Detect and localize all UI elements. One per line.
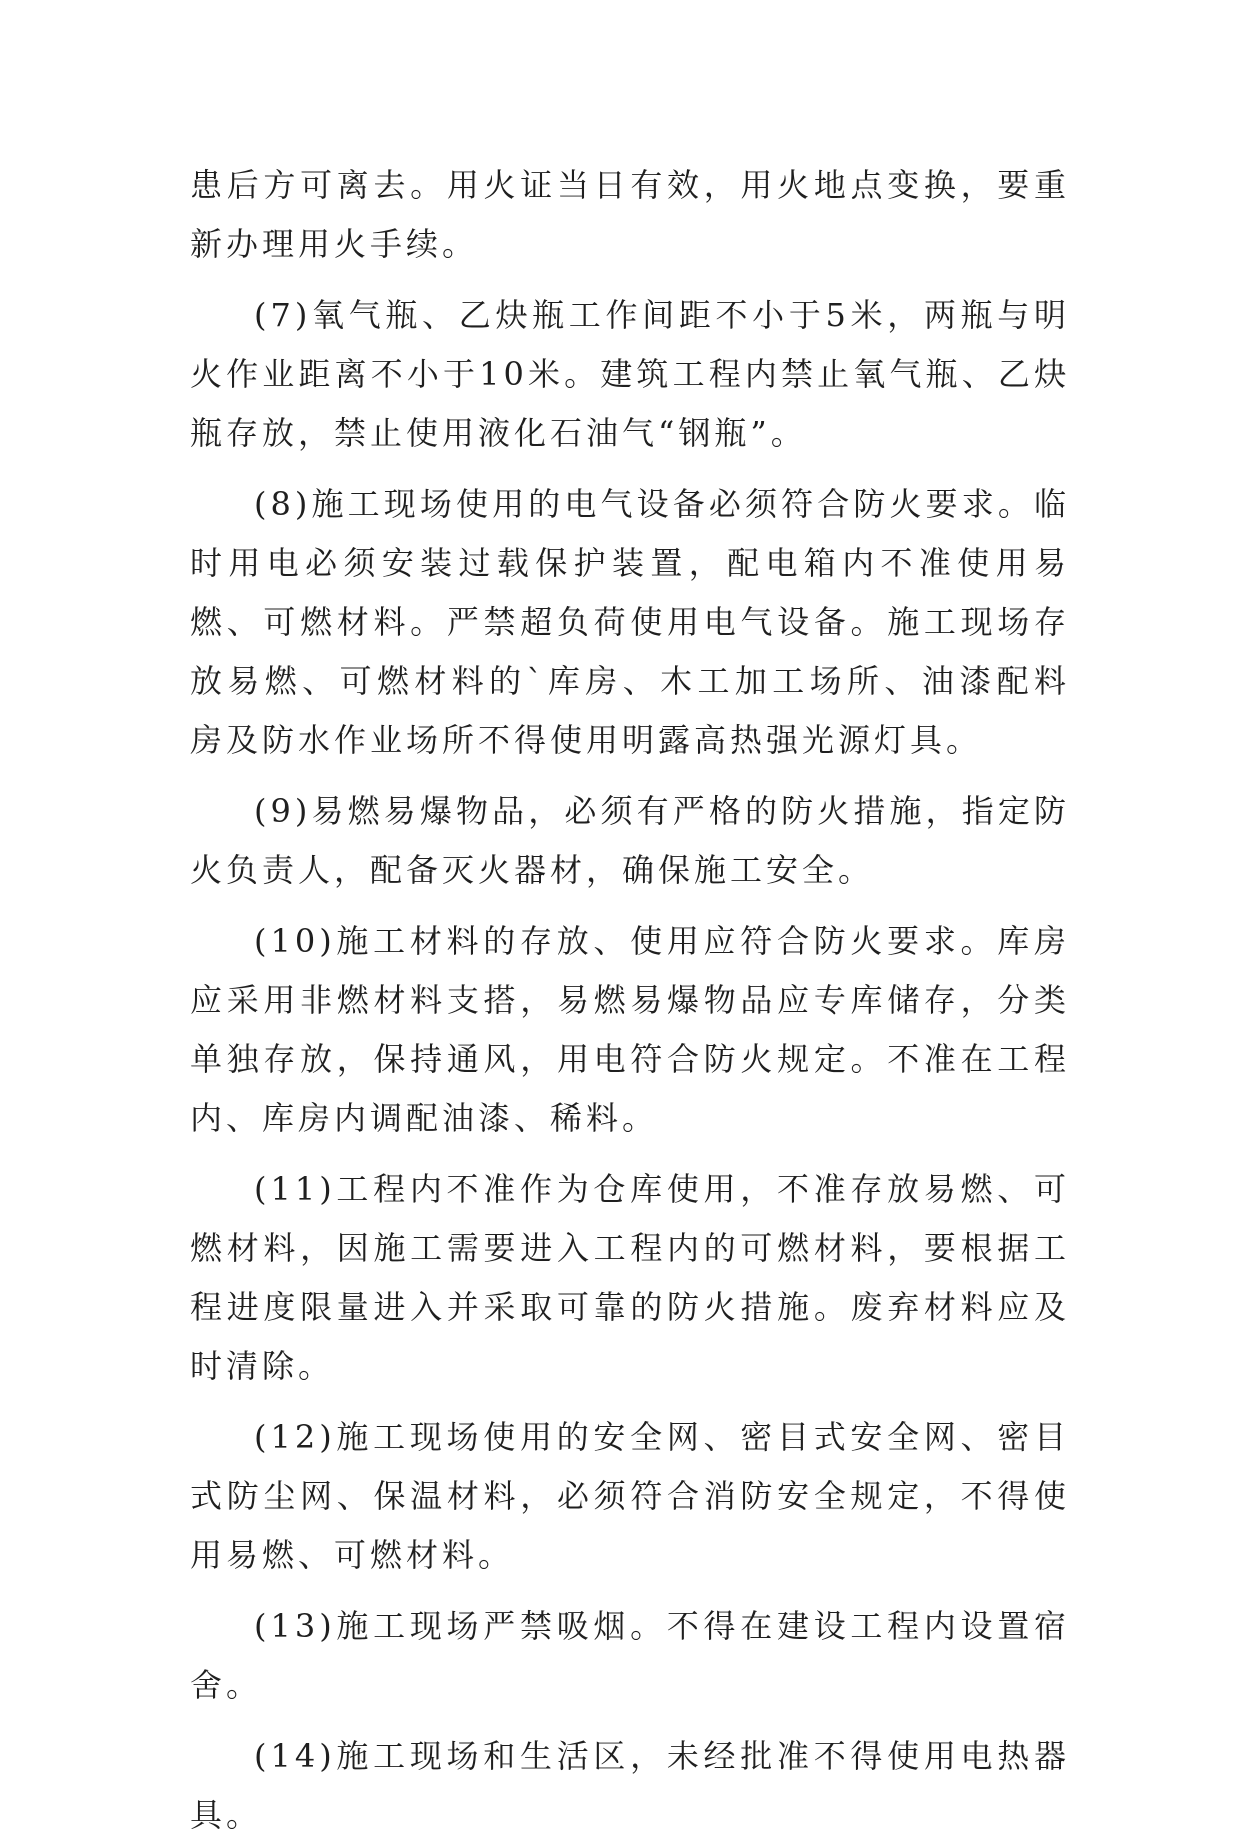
document-body — [190, 156, 1070, 1845]
paragraph-item-10: (10)施工材料的存放、使用应符合防火要求。库房应采用非燃材料支搭，易燃易爆物品应专库储存，分类单独存放，保持通风，用电符合防火规定。不准在工程内、库房内调配油漆、稀料。 — [190, 922, 1070, 1137]
paragraph-item-14: (14)施工现场和生活区，未经批准不得使用电热器具。 — [190, 1737, 1070, 1834]
paragraph-item-13: (13)施工现场严禁吸烟。不得在建设工程内设置宿舍。 — [190, 1607, 1070, 1704]
paragraph-gap — [190, 1148, 1070, 1160]
paragraph-item-7: (7)氧气瓶、乙炔瓶工作间距不小于5米，两瓶与明火作业距离不小于10米。建筑工程内禁止氧气瓶、乙炔瓶存放，禁止使用液化石油气“钢瓶”。 — [190, 296, 1070, 452]
paragraph-gap — [190, 1715, 1070, 1727]
paragraph-item-11: (11)工程内不准作为仓库使用，不准存放易燃、可燃材料，因施工需要进入工程内的可燃材料，要根据工程进度限量进入并采取可靠的防火措施。废弃材料应及时清除。 — [190, 1170, 1070, 1385]
paragraph-gap — [190, 1585, 1070, 1597]
paragraph-gap — [190, 770, 1070, 782]
paragraph-item-12: (12)施工现场使用的安全网、密目式安全网、密目式防尘网、保温材料，必须符合消防安全规定，不得使用易燃、可燃材料。 — [190, 1418, 1070, 1574]
paragraph-gap — [190, 900, 1070, 912]
paragraph-gap — [190, 274, 1070, 286]
paragraph-continuation: 患后方可离去。用火证当日有效，用火地点变换，要重新办理用火手续。 — [190, 166, 1070, 263]
paragraph-item-8: (8)施工现场使用的电气设备必须符合防火要求。临时用电必须安装过载保护装置，配电箱内不准使用易燃、可燃材料。严禁超负荷使用电气设备。施工现场存放易燃、可燃材料的`库房、木工加工场所、油漆配料房及防水作业场所不得使用明露高热强光源灯具。 — [190, 485, 1070, 759]
paragraph-gap — [190, 1396, 1070, 1408]
paragraph-item-9: (9)易燃易爆物品，必须有严格的防火措施，指定防火负责人，配备灭火器材，确保施工安全。 — [190, 792, 1070, 889]
paragraph-gap — [190, 463, 1070, 475]
